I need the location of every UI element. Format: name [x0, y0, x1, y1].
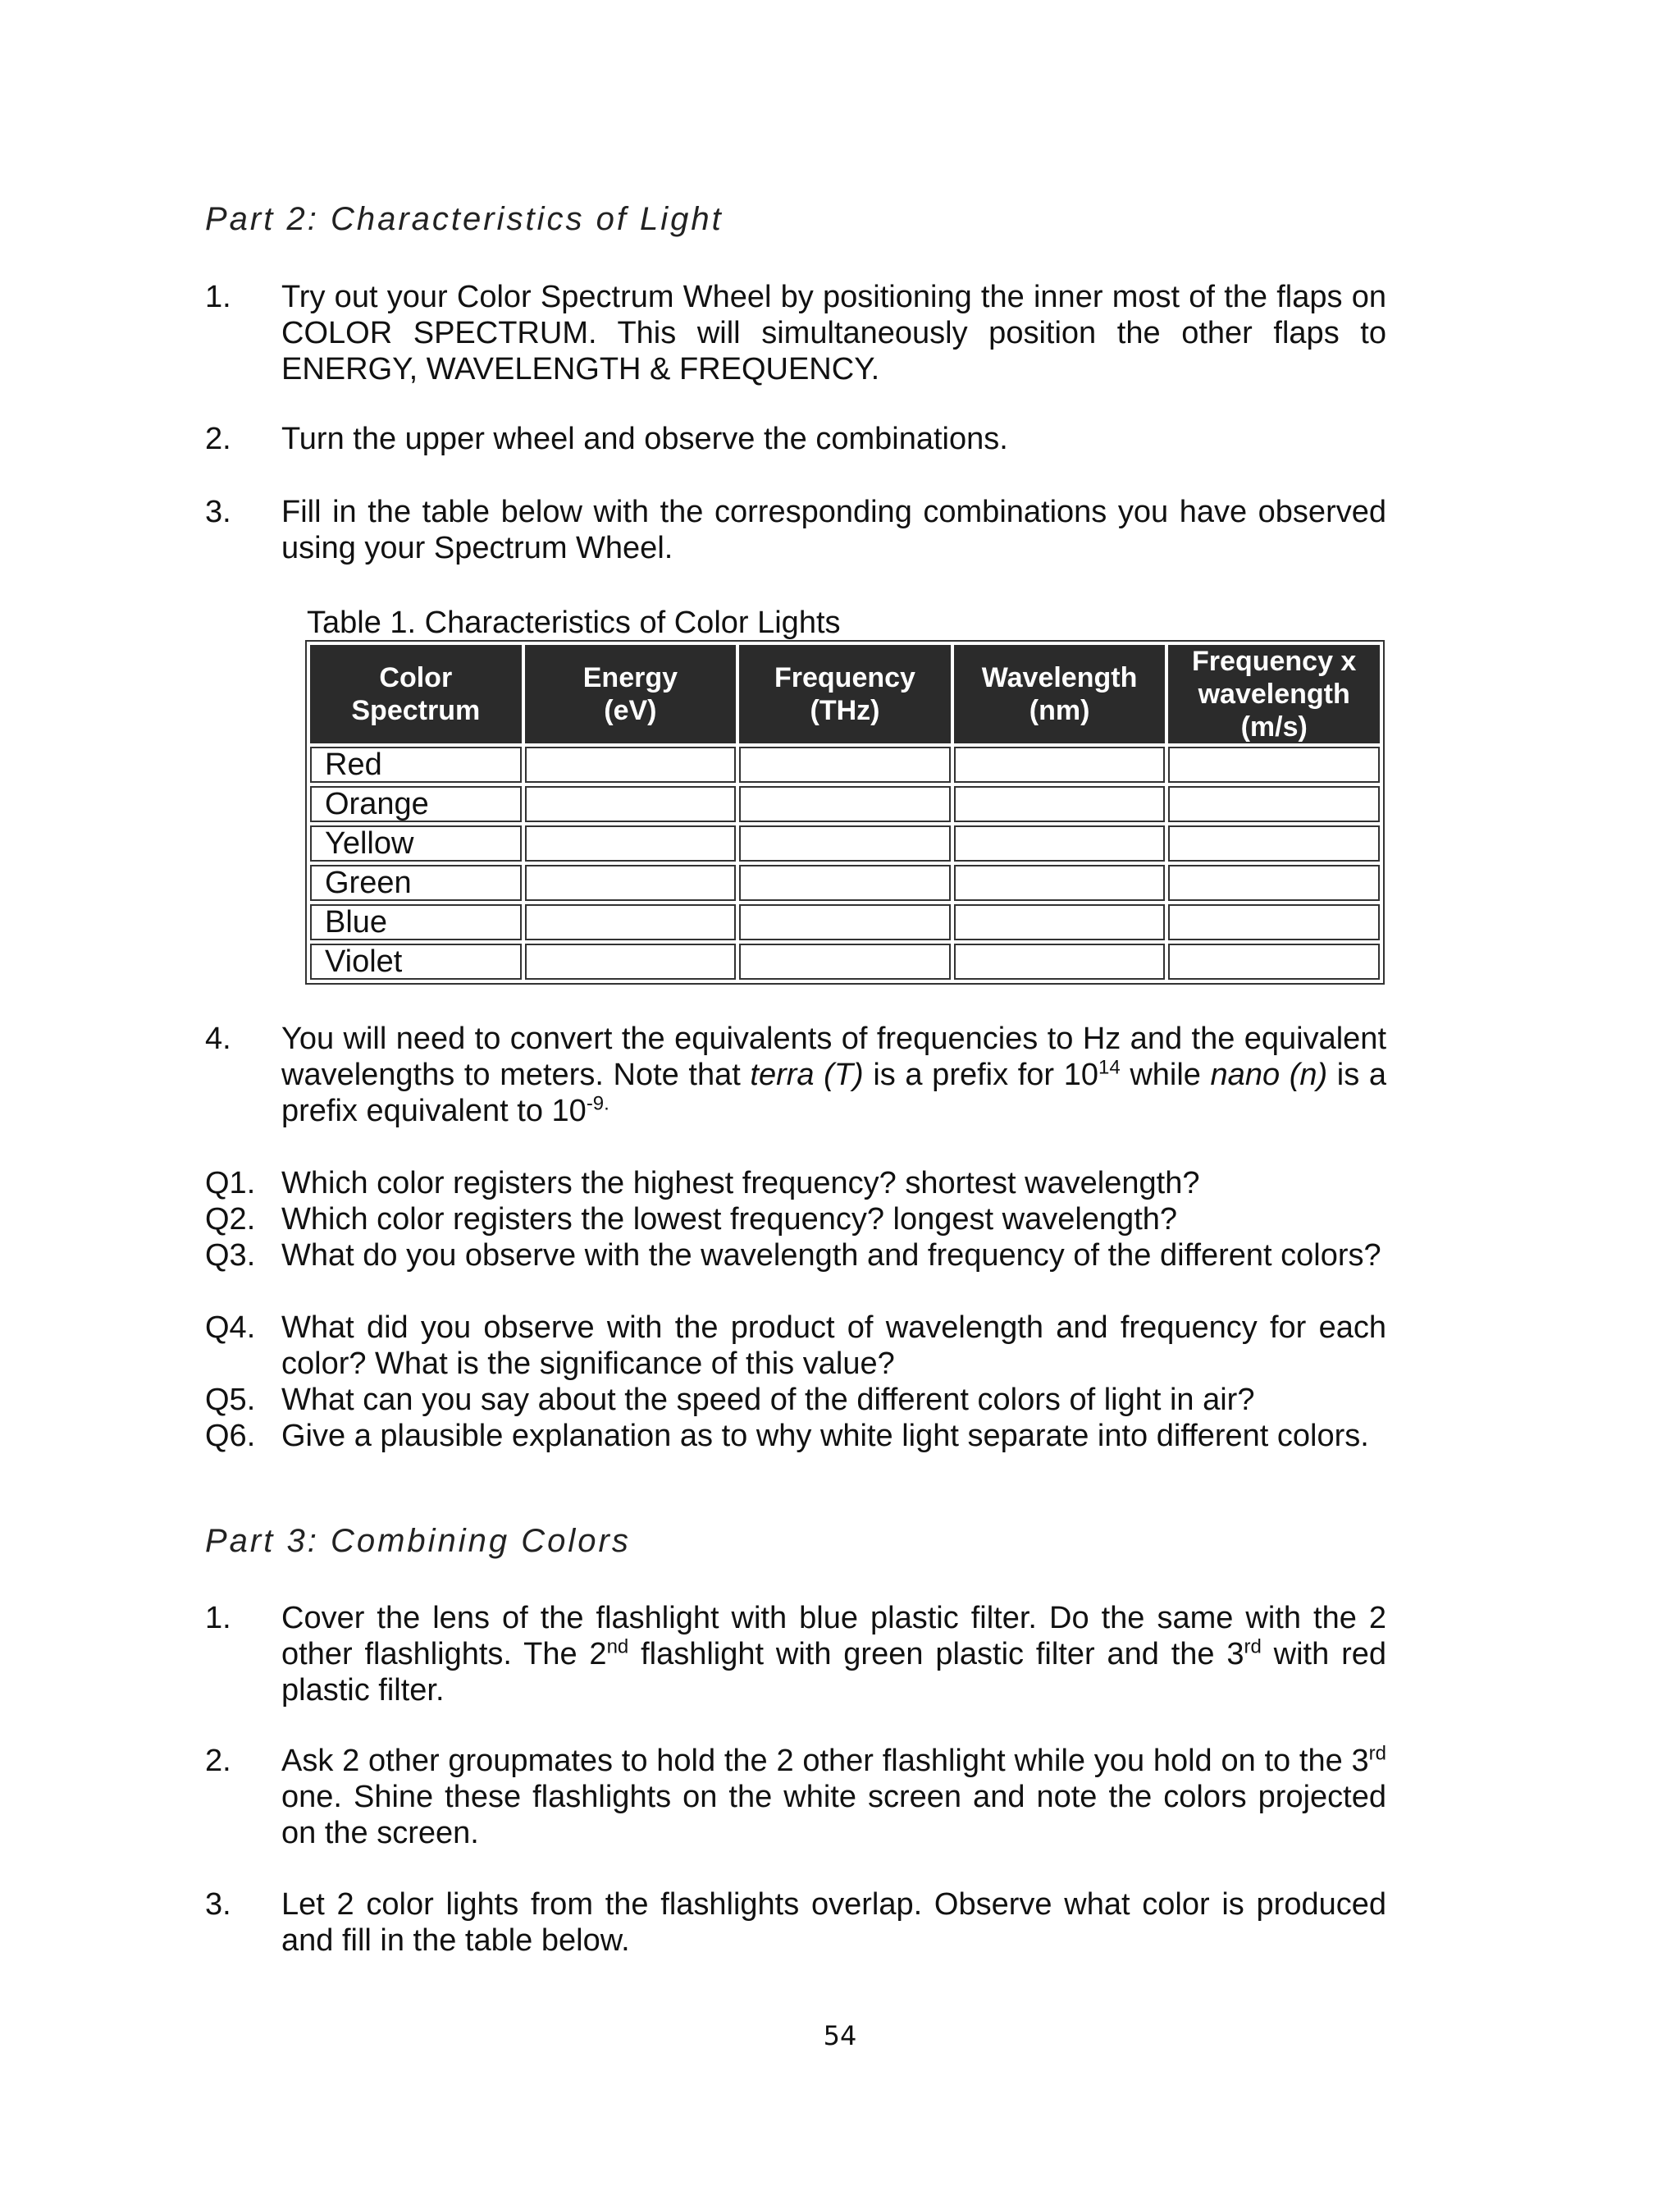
wavelength-cell[interactable]	[954, 944, 1166, 980]
header-energy: Energy (eV)	[525, 645, 737, 743]
product-cell[interactable]	[1168, 904, 1380, 940]
question-text: Give a plausible explanation as to why white light separate into different colors.	[281, 1419, 1369, 1453]
table-row	[310, 747, 1380, 783]
table-row	[310, 865, 1380, 901]
question-text: Which color registers the highest frequency? shortest wavelength?	[281, 1166, 1200, 1200]
frequency-cell[interactable]	[739, 944, 951, 980]
energy-cell[interactable]	[525, 904, 737, 940]
table1	[305, 640, 1385, 985]
table-header-row	[310, 645, 1380, 743]
step-text: Cover the lens of the flashlight with blue plastic filter. Do the same with the 2 other flashlights. The 2nd flashlight with green plastic filter and the 3rd with red plastic filter.	[281, 1601, 1386, 1708]
question-q4	[205, 1310, 1386, 1382]
step-text: Fill in the table below with the corresponding combinations you have observed using your Spectrum Wheel.	[281, 495, 1386, 565]
step-number: 2.	[205, 422, 231, 456]
part3-step-2	[205, 1743, 1386, 1851]
part2-step-1	[205, 279, 1386, 387]
energy-cell[interactable]	[525, 747, 737, 783]
header-wavelength: Wavelength (nm)	[954, 645, 1166, 743]
table-row	[310, 786, 1380, 822]
header-frequency-x-wavelength: Frequency x wavelength (m/s)	[1168, 645, 1380, 743]
question-q2	[205, 1201, 1386, 1237]
header-color-spectrum: Color Spectrum	[310, 645, 522, 743]
question-number: Q6.	[205, 1419, 256, 1453]
question-number: Q2.	[205, 1202, 256, 1237]
energy-cell[interactable]	[525, 865, 737, 901]
step-text: Try out your Color Spectrum Wheel by positioning the inner most of the flaps on COLOR SPECTRUM. This will simultaneously position the other flaps to ENERGY, WAVELENGTH & FREQUENCY.	[281, 280, 1386, 386]
question-q1	[205, 1165, 1386, 1201]
question-number: Q4.	[205, 1310, 256, 1345]
step-text: Ask 2 other groupmates to hold the 2 other flashlight while you hold on to the 3rd one. Shine these flashlights on the white screen and note the colors projected on the screen.	[281, 1742, 1386, 1850]
wavelength-cell[interactable]	[954, 747, 1166, 783]
product-cell[interactable]	[1168, 747, 1380, 783]
table-row	[310, 825, 1380, 862]
product-cell[interactable]	[1168, 865, 1380, 901]
product-cell[interactable]	[1168, 786, 1380, 822]
step-number: 3.	[205, 495, 231, 529]
frequency-cell[interactable]	[739, 747, 951, 783]
step-number: 4.	[205, 1022, 231, 1056]
question-q6	[205, 1418, 1386, 1454]
color-cell: Violet	[310, 944, 522, 980]
question-text: What do you observe with the wavelength and frequency of the different colors?	[281, 1238, 1381, 1273]
frequency-cell[interactable]	[739, 865, 951, 901]
wavelength-cell[interactable]	[954, 786, 1166, 822]
question-number: Q1.	[205, 1166, 256, 1200]
question-number: Q3.	[205, 1238, 256, 1273]
question-text: Which color registers the lowest frequency? longest wavelength?	[281, 1202, 1178, 1237]
step-number: 2.	[205, 1744, 231, 1778]
part3-step-1	[205, 1600, 1386, 1708]
step-text: Turn the upper wheel and observe the combinations.	[281, 422, 1008, 456]
energy-cell[interactable]	[525, 825, 737, 862]
table-row	[310, 944, 1380, 980]
part2-step-2	[205, 421, 1386, 457]
part2-heading: Part 2: Characteristics of Light	[205, 201, 724, 237]
color-cell: Yellow	[310, 825, 522, 862]
energy-cell[interactable]	[525, 786, 737, 822]
step-number: 1.	[205, 280, 231, 314]
question-number: Q5.	[205, 1383, 256, 1417]
color-cell: Blue	[310, 904, 522, 940]
frequency-cell[interactable]	[739, 825, 951, 862]
frequency-cell[interactable]	[739, 786, 951, 822]
part3-step-3	[205, 1886, 1386, 1959]
question-q5	[205, 1382, 1386, 1418]
product-cell[interactable]	[1168, 825, 1380, 862]
page-number: 54	[823, 2020, 857, 2051]
color-cell: Green	[310, 865, 522, 901]
color-cell: Red	[310, 747, 522, 783]
table1-caption: Table 1. Characteristics of Color Lights	[307, 606, 841, 640]
step-number: 1.	[205, 1601, 231, 1635]
question-text: What did you observe with the product of wavelength and frequency for each color? What is the significance of this value?	[281, 1310, 1386, 1381]
wavelength-cell[interactable]	[954, 825, 1166, 862]
part3-heading: Part 3: Combining Colors	[205, 1523, 631, 1559]
table-row	[310, 904, 1380, 940]
part2-step-4	[205, 1021, 1386, 1129]
frequency-cell[interactable]	[739, 904, 951, 940]
part2-step-3	[205, 494, 1386, 566]
energy-cell[interactable]	[525, 944, 737, 980]
step-number: 3.	[205, 1887, 231, 1922]
wavelength-cell[interactable]	[954, 904, 1166, 940]
step-text: Let 2 color lights from the flashlights overlap. Observe what color is produced and fill in the table below.	[281, 1887, 1386, 1958]
wavelength-cell[interactable]	[954, 865, 1166, 901]
product-cell[interactable]	[1168, 944, 1380, 980]
step-text: You will need to convert the equivalents of frequencies to Hz and the equivalent wavelengths to meters. Note that terra (T) is a prefix for $10^{14}$ while nano (n) is a prefix equivalent to $10^{-9.}$	[281, 1022, 1386, 1128]
header-frequency: Frequency (THz)	[739, 645, 951, 743]
question-text: What can you say about the speed of the different colors of light in air?	[281, 1383, 1255, 1417]
question-q3	[205, 1237, 1386, 1273]
color-cell: Orange	[310, 786, 522, 822]
